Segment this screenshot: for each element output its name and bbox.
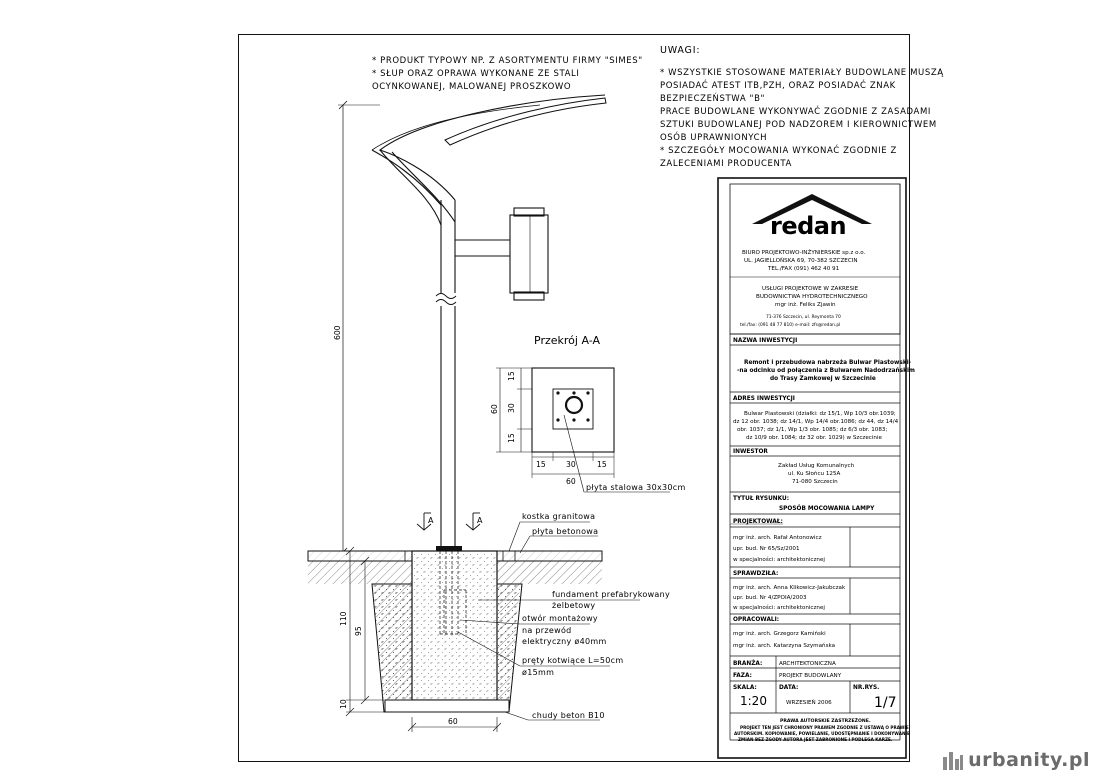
uwagi-title: UWAGI: bbox=[660, 45, 701, 56]
cut-label-right: A bbox=[477, 516, 483, 525]
address-line: 71-376 Szczecin, ul. Reymonta 70 bbox=[766, 315, 841, 320]
nr-label: NR.RYS. bbox=[853, 685, 880, 691]
label-prety: pręty kotwiące L=50cm bbox=[522, 656, 624, 665]
spr-line: mgr inż. arch. Anna Klikowicz-Jakubczak bbox=[733, 585, 846, 591]
nazwa-label: NAZWA INWESTYCJI bbox=[733, 338, 798, 344]
office-line: BIURO PROJEKTOWO-INŻYNIERSKIE sp.z o.o. bbox=[742, 250, 866, 256]
proj-line: w specjalności: architektonicznej bbox=[733, 557, 825, 563]
spr-line: w specjalności: architektonicznej bbox=[733, 605, 825, 611]
adres-line: dz 12 obr. 1038; dz 14/1, Wp 14/4 obr.1086; dz 44, dz 14/4 bbox=[733, 419, 899, 425]
uwagi-line: * SZCZEGÓŁY MOCOWANIA WYKONAĆ ZGODNIE Z bbox=[660, 146, 897, 156]
dim-label: 15 bbox=[507, 433, 516, 443]
uwagi-line: BEZPIECZEŃSTWA "B" bbox=[660, 94, 766, 104]
data-label: DATA: bbox=[779, 685, 799, 691]
spr-line: upr. bud. Nr 4/ZPOIA/2003 bbox=[733, 595, 807, 601]
nr-value: 1/7 bbox=[874, 695, 897, 711]
plate-label: płyta stalowa 30x30cm bbox=[586, 483, 686, 492]
inwestor-line: ul. Ku Słońcu 125A bbox=[788, 471, 841, 477]
label-plyta: płyta betonowa bbox=[532, 527, 599, 536]
dim-label: 60 bbox=[566, 477, 576, 486]
opr-label: OPRACOWALI: bbox=[733, 617, 780, 623]
dim-95-label: 95 bbox=[354, 626, 363, 636]
copyright-line: ZMIAN BEZ ZGODY AUTORA JEST ZABRONIONE I PODLEGA KARZE. bbox=[738, 737, 893, 742]
dim-60-label: 60 bbox=[448, 717, 458, 726]
dim-label: 15 bbox=[507, 371, 516, 381]
office-line: UL. JAGIELLOŃSKA 69, 70-382 SZCZECIN bbox=[744, 258, 858, 264]
label-fundament-2: żelbetowy bbox=[552, 601, 596, 610]
dim-110-label: 110 bbox=[339, 611, 348, 626]
proj-line: upr. bud. Nr 65/Sz/2001 bbox=[733, 546, 800, 552]
dim-10-label: 10 bbox=[339, 699, 348, 709]
faza-label: FAZA: bbox=[733, 673, 752, 679]
uwagi-line: ZALECENIAMI PRODUCENTA bbox=[660, 159, 792, 169]
cut-label-left: A bbox=[428, 516, 434, 525]
product-notes bbox=[372, 56, 643, 92]
label-chudy-beton: chudy beton B10 bbox=[532, 711, 605, 720]
note-line-2: * SŁUP ORAZ OPRAWA WYKONANE ZE STALI bbox=[372, 69, 580, 79]
inwestor-label: INWESTOR bbox=[733, 449, 768, 455]
dim-label: 60 bbox=[490, 404, 499, 414]
opr-line: mgr inż. arch. Katarzyna Szymańska bbox=[733, 643, 836, 649]
section-title: Przekrój A-A bbox=[534, 334, 600, 347]
title-block bbox=[718, 178, 915, 758]
uwagi-line: SZTUKI BUDOWLANEJ POD NADZOREM I KIEROWNICTWEM bbox=[660, 120, 937, 130]
uwagi-notes bbox=[660, 45, 944, 169]
skala-label: SKALA: bbox=[733, 685, 757, 691]
label-kostka: kostka granitowa bbox=[522, 512, 596, 521]
note-line-3: OCYNKOWANEJ, MALOWANEJ PROSZKOWO bbox=[372, 82, 572, 92]
tytul-value: SPOSÓB MOCOWANIA LAMPY bbox=[779, 506, 875, 512]
services-line: BUDOWNICTWA HYDROTECHNICZNEGO bbox=[756, 294, 868, 300]
opr-line: mgr inż. arch. Grzegorz Kamiński bbox=[733, 631, 826, 637]
foundation-detail bbox=[308, 512, 670, 732]
logo-text: redan bbox=[770, 212, 847, 240]
dim-label: 15 bbox=[536, 460, 546, 469]
services-line: USŁUGI PROJEKTOWE W ZAKRESIE bbox=[762, 286, 859, 292]
branza-value: ARCHITEKTONICZNA bbox=[779, 661, 836, 667]
dim-label: 30 bbox=[566, 460, 576, 469]
label-otwor-3: elektryczny ø40mm bbox=[522, 637, 607, 646]
uwagi-line: POSIADAĆ ATEST ITB,PZH, ORAZ POSIADAĆ ZNAK bbox=[660, 81, 896, 91]
nazwa-line: Remont i przebudowa nabrzeża Bulwar Piastowski- bbox=[744, 360, 912, 366]
proj-label: PROJEKTOWAŁ: bbox=[733, 519, 783, 525]
inwestor-line: 71-080 Szczecin bbox=[792, 479, 838, 485]
adres-line: Bulwar Piastowski (działki: dz 15/1, Wp 10/3 obr.1039; bbox=[744, 411, 896, 417]
copyright-line: PROJEKT TEN JEST CHRONIONY PRAWEM ZGODNIE Z USTAWĄ O PRAWIE bbox=[740, 725, 909, 730]
note-line-1: * PRODUKT TYPOWY NP. Z ASORTYMENTU FIRMY "SIMES" bbox=[372, 56, 643, 66]
nazwa-line: -na odcinku od połączenia z Bulwarem Nadodrzańskim bbox=[737, 368, 915, 374]
dimension-600 bbox=[333, 101, 380, 556]
branza-label: BRANŻA: bbox=[733, 661, 763, 667]
dim-label: 15 bbox=[597, 460, 607, 469]
label-otwor-2: na przewód bbox=[522, 626, 572, 635]
section-a-a bbox=[490, 334, 686, 492]
skala-value: 1:20 bbox=[740, 694, 767, 708]
address-line: tel./fax: (091 48 77 810) e-mail: zfs@redan.pl bbox=[740, 323, 841, 328]
label-fundament: fundament prefabrykowany bbox=[552, 590, 671, 599]
uwagi-line: PRACE BUDOWLANE WYKONYWAĆ ZGODNIE Z ZASADAMI bbox=[660, 107, 931, 117]
adres-line: dz 10/9 obr. 1084; dz 32 obr. 1029) w Szczecinie bbox=[746, 435, 882, 441]
watermark bbox=[942, 749, 1090, 771]
inwestor-line: Zakład Usług Komunalnych bbox=[778, 463, 855, 469]
label-prety-2: ø15mm bbox=[522, 668, 555, 677]
tytul-label: TYTUŁ RYSUNKU: bbox=[733, 496, 790, 502]
copyright-line: PRAWA AUTORSKIE ZASTRZEŻONE. bbox=[780, 719, 871, 724]
copyright-line: AUTORSKIM. KOPIOWANIE, POWIELANIE, UDOSTĘPNIANIE I DOKONYWANIE bbox=[734, 731, 910, 736]
watermark-text: urbanity.pl bbox=[968, 749, 1090, 771]
adres-label: ADRES INWESTYCJI bbox=[733, 396, 795, 402]
spr-label: SPRAWDZIŁA: bbox=[733, 571, 779, 577]
proj-line: mgr inż. arch. Rafał Antonowicz bbox=[733, 535, 822, 541]
data-value: WRZESIEŃ 2006 bbox=[786, 700, 832, 706]
nazwa-line: do Trasy Zamkowej w Szczecinie bbox=[770, 376, 876, 382]
dim-600-label: 600 bbox=[333, 325, 342, 340]
faza-value: PROJEKT BUDOWLANY bbox=[779, 673, 842, 679]
uwagi-line: OSÓB UPRAWNIONYCH bbox=[660, 133, 768, 143]
uwagi-line: * WSZYSTKIE STOSOWANE MATERIAŁY BUDOWLANE MUSZĄ bbox=[660, 68, 944, 78]
urbanity-logo-icon bbox=[942, 749, 964, 771]
adres-line: obr. 1037; dz 1/1, Wp 1/3 obr. 1085; dz 6/3 obr. 1083; bbox=[737, 427, 888, 433]
office-line: TEL./FAX (091) 462 40 91 bbox=[768, 266, 840, 272]
services-line: mgr inż. Feliks Zjawin bbox=[775, 302, 836, 308]
label-otwor: otwór montażowy bbox=[522, 614, 598, 623]
dim-label: 30 bbox=[507, 403, 516, 413]
